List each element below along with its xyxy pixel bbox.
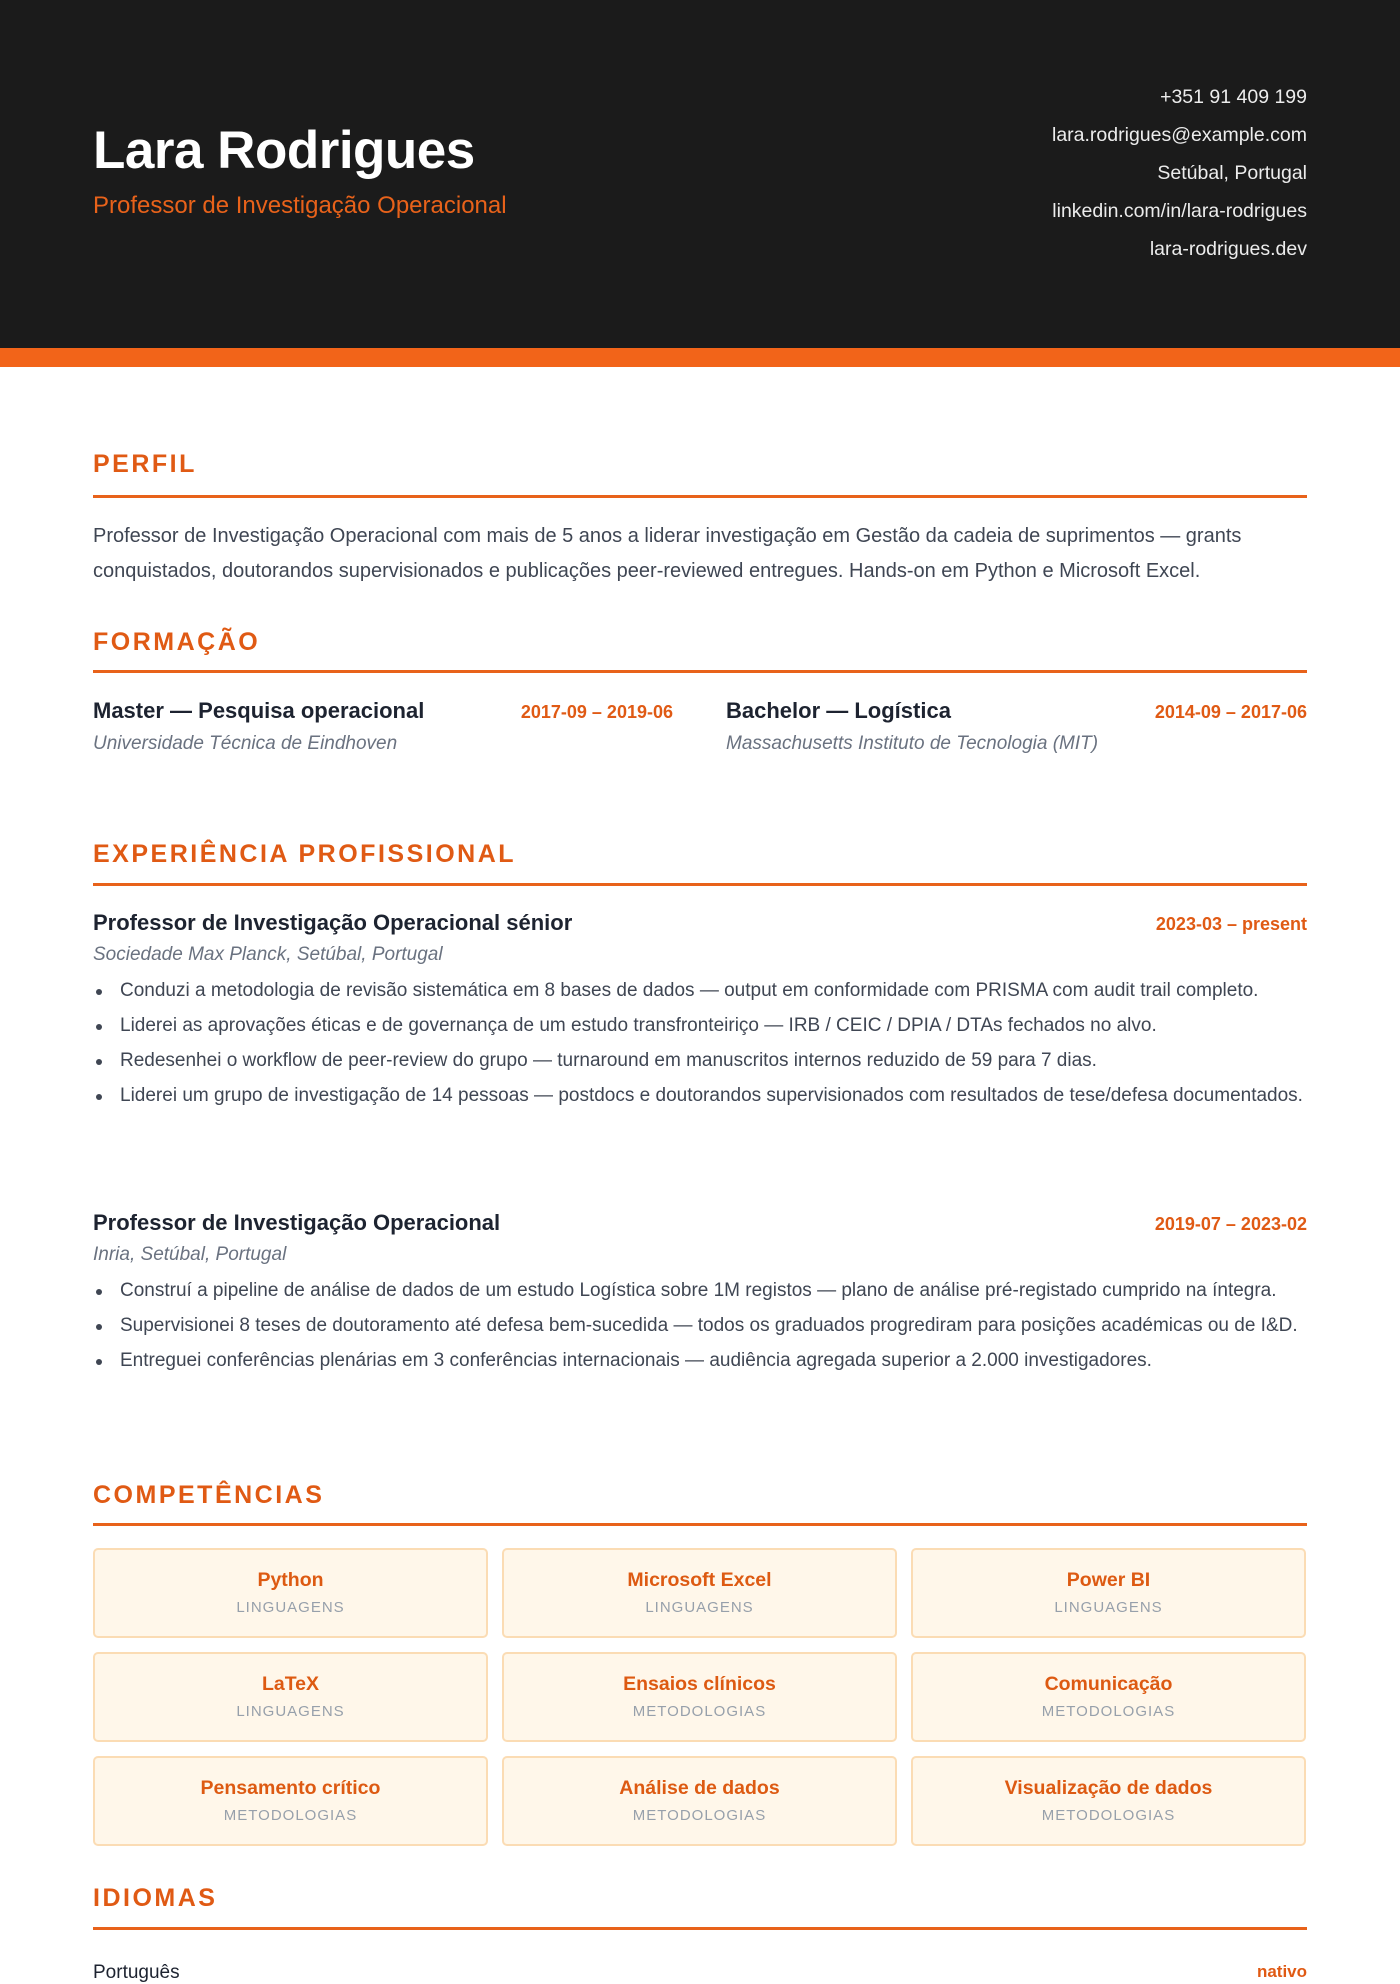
- job-bullet: Redesenhei o workflow de peer-review do grupo — turnaround em manuscritos internos reduzido de 59 para 7 dias.: [93, 1047, 1307, 1075]
- job-bullets: [93, 1277, 1307, 1375]
- section-idiomas: [93, 1884, 1307, 1913]
- section-competencias: [93, 1481, 1307, 1510]
- skill-name: Pensamento crítico: [200, 1777, 381, 1799]
- job-dates: 2023-03 – present: [1155, 914, 1307, 934]
- section-title-formacao: FORMAÇÃO: [93, 628, 261, 656]
- education-degree: Master — Pesquisa operacional: [93, 698, 425, 723]
- candidate-name: Lara Rodrigues: [93, 121, 475, 180]
- skill-name: Comunicação: [1044, 1673, 1173, 1695]
- job-bullet: Entreguei conferências plenárias em 3 conferências internacionais — audiência agregada superior a 2.000 investigadores.: [93, 1347, 1307, 1375]
- skill-name: Análise de dados: [619, 1777, 780, 1799]
- education-dates: 2014-09 – 2017-06: [1154, 702, 1307, 722]
- section-title-idiomas: IDIOMAS: [93, 1884, 218, 1912]
- job-title: Professor de Investigação Operacional: [93, 1210, 501, 1235]
- job-bullet: Construí a pipeline de análise de dados de um estudo Logística sobre 1M registos — plano de análise pré-registado cumprido na íntegra.: [93, 1277, 1307, 1305]
- skill-name: LaTeX: [261, 1673, 320, 1695]
- skill-name: Ensaios clínicos: [623, 1673, 776, 1695]
- section-divider: [93, 670, 1307, 673]
- skill-name: Visualização de dados: [1004, 1777, 1213, 1799]
- job-dates: 2019-07 – 2023-02: [1154, 1214, 1307, 1234]
- experience-item: [93, 1210, 1307, 1382]
- skill-category: METODOLOGIAS: [1041, 1703, 1176, 1720]
- skill-category: METODOLOGIAS: [1041, 1807, 1176, 1824]
- skill-category: LINGUAGENS: [236, 1703, 345, 1720]
- skill-card: [93, 1548, 488, 1638]
- job-organization: Inria, Setúbal, Portugal: [93, 1244, 287, 1265]
- skill-card: [911, 1548, 1306, 1638]
- job-bullet: Conduzi a metodologia de revisão sistemática em 8 bases de dados — output em conformidade com PRISMA com audit trail completo.: [93, 977, 1307, 1005]
- skill-category: METODOLOGIAS: [632, 1703, 767, 1720]
- skill-card: [911, 1652, 1306, 1742]
- skill-name: Microsoft Excel: [627, 1569, 772, 1591]
- skill-card: [502, 1652, 897, 1742]
- contact-block: [1052, 82, 1307, 272]
- skill-card: [93, 1652, 488, 1742]
- skill-category: METODOLOGIAS: [632, 1807, 767, 1824]
- education-degree: Bachelor — Logística: [726, 698, 951, 723]
- language-level: nativo: [1256, 1962, 1307, 1981]
- language-name: Português: [93, 1962, 180, 1983]
- skill-card: [911, 1756, 1306, 1846]
- education-item: [93, 698, 673, 755]
- skill-name: Python: [257, 1569, 324, 1591]
- skill-card: [502, 1548, 897, 1638]
- contact-email[interactable]: lara.rodrigues@example.com: [1052, 124, 1307, 146]
- contact-phone: +351 91 409 199: [1160, 86, 1307, 108]
- job-title: Professor de Investigação Operacional sénior: [93, 910, 573, 935]
- job-bullet: Liderei as aprovações éticas e de governança de um estudo transfronteiriço — IRB / CEIC / DPIA / DTAs fechados no alvo.: [93, 1012, 1307, 1040]
- skill-category: METODOLOGIAS: [223, 1807, 358, 1824]
- skill-category: LINGUAGENS: [645, 1599, 754, 1616]
- header-accent-bar: [0, 348, 1400, 367]
- section-divider: [93, 1523, 1307, 1526]
- skill-card: [93, 1756, 488, 1846]
- education-school: Massachusetts Instituto de Tecnologia (MIT): [726, 733, 1099, 754]
- contact-linkedin[interactable]: linkedin.com/in/lara-rodrigues: [1052, 200, 1307, 222]
- contact-website[interactable]: lara-rodrigues.dev: [1149, 238, 1307, 260]
- section-formacao: [93, 628, 1307, 657]
- skill-category: LINGUAGENS: [236, 1599, 345, 1616]
- skill-card: [502, 1756, 897, 1846]
- job-bullets: [93, 977, 1307, 1110]
- section-title-experiencia: EXPERIÊNCIA PROFISSIONAL: [93, 840, 517, 868]
- candidate-role: Professor de Investigação Operacional: [93, 192, 507, 219]
- profile-summary: Professor de Investigação Operacional com mais de 5 anos a liderar investigação em Gestão da cadeia de suprimentos — grants conquistados, doutorandos supervisionados e publicações peer-reviewed entregues. Hands-on em Python e Microsoft Excel.: [93, 525, 1242, 582]
- education-item: [726, 698, 1307, 755]
- section-divider: [93, 883, 1307, 886]
- skill-category: LINGUAGENS: [1054, 1599, 1163, 1616]
- section-divider: [93, 495, 1307, 498]
- section-experiencia: [93, 840, 1307, 869]
- education-dates: 2017-09 – 2019-06: [520, 702, 673, 722]
- section-title-perfil: PERFIL: [93, 450, 197, 478]
- job-bullet: Liderei um grupo de investigação de 14 pessoas — postdocs e doutorandos supervisionados com resultados de tese/defesa documentados.: [93, 1082, 1307, 1110]
- job-bullet: Supervisionei 8 teses de doutoramento até defesa bem-sucedida — todos os graduados progrediram para posições académicas ou de I&D.: [93, 1312, 1307, 1340]
- contact-location: Setúbal, Portugal: [1157, 162, 1307, 184]
- job-organization: Sociedade Max Planck, Setúbal, Portugal: [93, 944, 443, 965]
- education-school: Universidade Técnica de Eindhoven: [93, 733, 398, 754]
- skills-grid: [93, 1548, 1307, 1846]
- section-divider: [93, 1927, 1307, 1930]
- resume-header: [0, 0, 1400, 348]
- section-perfil: [93, 450, 1307, 479]
- section-title-competencias: COMPETÊNCIAS: [93, 1481, 325, 1509]
- skill-name: Power BI: [1066, 1569, 1151, 1591]
- experience-item: [93, 910, 1307, 1117]
